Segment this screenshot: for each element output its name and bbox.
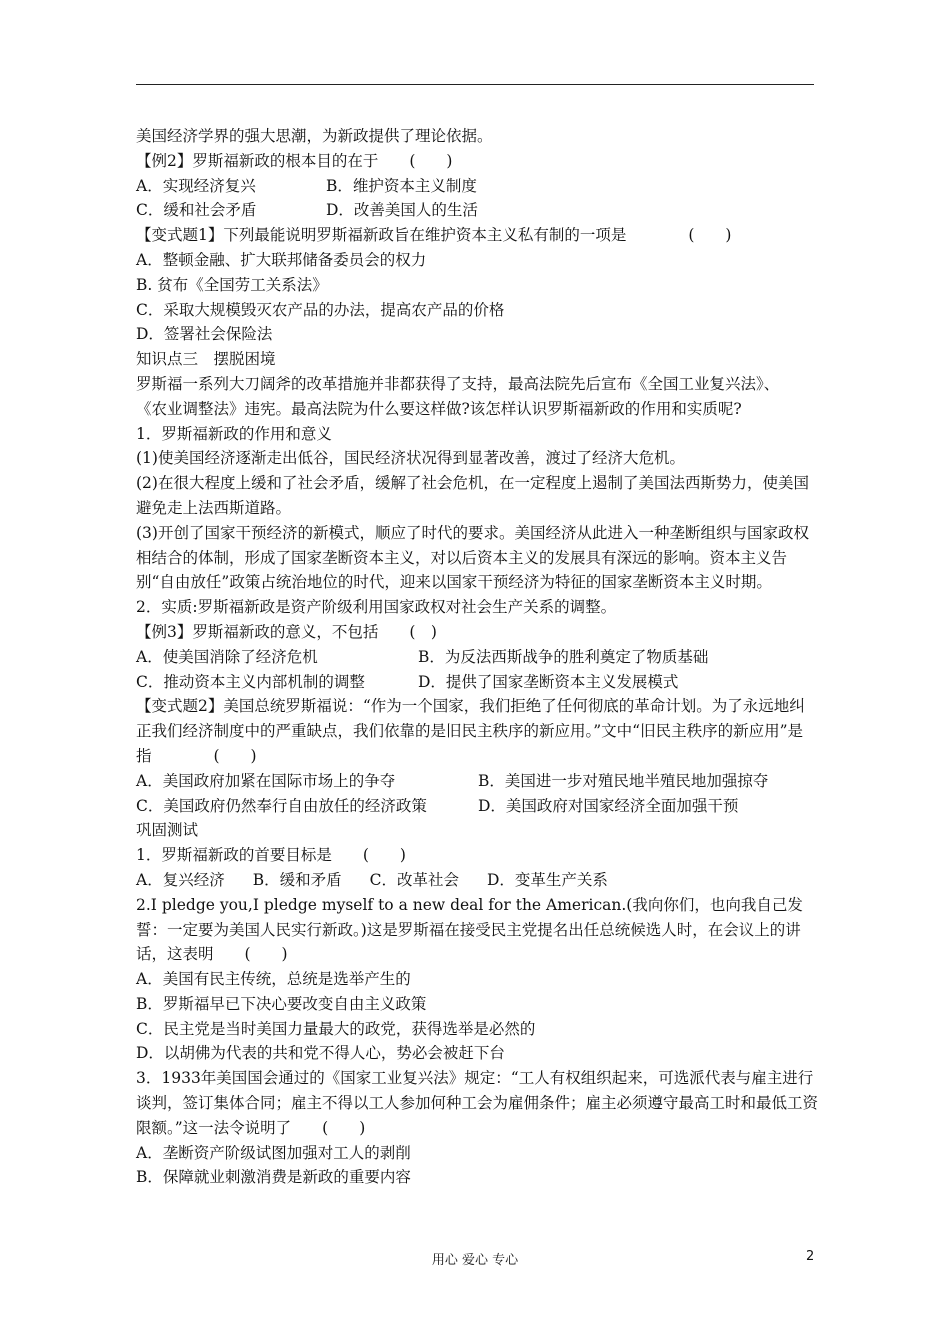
option-row [136, 174, 818, 199]
option-row [136, 198, 818, 223]
option-b: B．保障就业刺激消费是新政的重要内容 [136, 1168, 411, 1187]
option-c: C．缓和社会矛盾 [136, 201, 257, 220]
option-a: A．美国有民主传统，总统是选举产生的 [136, 970, 411, 989]
option-c: C．民主党是当时美国力量最大的政党，获得选举是必然的 [136, 1019, 536, 1038]
option-d: D．美国政府对国家经济全面加强干预 [478, 796, 739, 815]
example-2-question: 【例2】罗斯福新政的根本目的在于 ( ) [136, 151, 453, 170]
option-d: D．变革生产关系 [486, 870, 608, 889]
option-d: D．改善美国人的生活 [326, 201, 478, 220]
option-a: A．美国政府加紧在国际市场上的争夺 [136, 771, 396, 790]
option-b: B. 贫布《全国劳工关系法》 [136, 275, 328, 294]
option-row [136, 645, 818, 670]
paragraph: (3)开创了国家干预经济的新模式，顺应了时代的要求。美国经济从此进入一种垄断组织与国家政权相结合的体制，形成了国家垄断资本主义，对以后资本主义的发展具有深远的影响。资本主义告别“自由放任”政策占统治地位的时代，迎来以国家干预经济为特征的国家垄断资本主义时期。 [136, 523, 809, 592]
option-d: D．以胡佛为代表的共和党不得人心，势必会被赶下台 [136, 1044, 505, 1063]
option-row [136, 868, 818, 893]
section-heading: 知识点三 摆脱困境 [136, 350, 276, 369]
page-number: 2 [806, 1249, 815, 1264]
text-line: 罗斯福一系列大刀阔斧的改革措施并非都获得了支持，最高法院先后宣布《全国工业复兴法》、 [136, 374, 780, 393]
option-c: C．采取大规模毁灭农产品的办法，提高农产品的价格 [136, 300, 505, 319]
option-b: B．罗斯福早已下决心要改变自由主义政策 [136, 994, 427, 1013]
option-b: B．维护资本主义制度 [326, 176, 477, 195]
footer-text: 用心 爱心 专心 [431, 1253, 519, 1268]
subheading: 1．罗斯福新政的作用和意义 [136, 424, 332, 443]
option-a: A．垄断资产阶级试图加强对工人的剥削 [136, 1143, 411, 1162]
option-a: A．使美国消除了经济危机 [136, 647, 318, 666]
option-b: B．为反法西斯战争的胜利奠定了物质基础 [418, 647, 709, 666]
variant-1-question: 【变式题1】下列最能说明罗斯福新政旨在维护资本主义私有制的一项是 ( ) [136, 226, 732, 245]
option-d: D．签署社会保险法 [136, 325, 273, 344]
question-3: 3．1933年美国国会通过的《国家工业复兴法》规定：“工人有权组织起来，可选派代表与雇主进行谈判，签订集体合同；雇主不得以工人参加何种工会为雇佣条件；雇主必须遵守最高工时和最低工资限额。”这一法令说明了 ( ) [136, 1069, 819, 1137]
header-rule [136, 84, 814, 85]
text-line: 美国经济学界的强大思潮，为新政提供了理论依据。 [136, 127, 493, 145]
text-line: 2．实质:罗斯福新政是资产阶级利用国家政权对社会生产关系的调整。 [136, 598, 617, 617]
option-c: C．美国政府仍然奉行自由放任的经济政策 [136, 796, 427, 815]
option-row [136, 769, 818, 794]
option-b: B．美国进一步对殖民地半殖民地加强掠夺 [478, 771, 769, 790]
option-c: C．推动资本主义内部机制的调整 [136, 672, 365, 691]
option-b: B．缓和矛盾 [252, 870, 342, 889]
option-d: D．提供了国家垄断资本主义发展模式 [418, 672, 679, 691]
variant-2-question: 【变式题2】美国总统罗斯福说：“作为一个国家，我们拒绝了任何彻底的革命计划。为了永远地纠正我们经济制度中的严重缺点，我们依靠的是旧民主秩序的新应用。”文中“旧民主秩序的新应用”是指 ( ) [136, 697, 805, 765]
text-line: 《农业调整法》违宪。最高法院为什么要这样做?该怎样认识罗斯福新政的作用和实质呢? [136, 399, 742, 418]
option-a: A．整顿金融、扩大联邦储备委员会的权力 [136, 250, 427, 269]
question-1: 1．罗斯福新政的首要目标是 ( ) [136, 846, 406, 865]
option-row [136, 670, 818, 695]
option-c: C．改革社会 [369, 870, 459, 889]
text-line: (1)使美国经济逐渐走出低谷，国民经济状况得到显著改善，渡过了经济大危机。 [136, 449, 685, 468]
document-body [136, 124, 818, 1190]
option-a: A．实现经济复兴 [136, 176, 256, 195]
example-3-question: 【例3】罗斯福新政的意义，不包括 ( ) [136, 622, 437, 641]
option-a: A．复兴经济 [136, 870, 225, 889]
question-2: 2.I pledge you,I pledge myself to a new deal for the American.(我向你们，也向我自己发誓：一定要为美国人民实行新政。)这是罗斯福在接受民主党提名出任总统候选人时，在会议上的讲话，这表明 ( ) [136, 895, 803, 964]
paragraph: (2)在很大程度上缓和了社会矛盾，缓解了社会危机，在一定程度上遏制了美国法西斯势力，使美国避免走上法西斯道路。 [136, 474, 809, 517]
section-heading: 巩固测试 [136, 821, 199, 840]
option-row [136, 794, 818, 819]
